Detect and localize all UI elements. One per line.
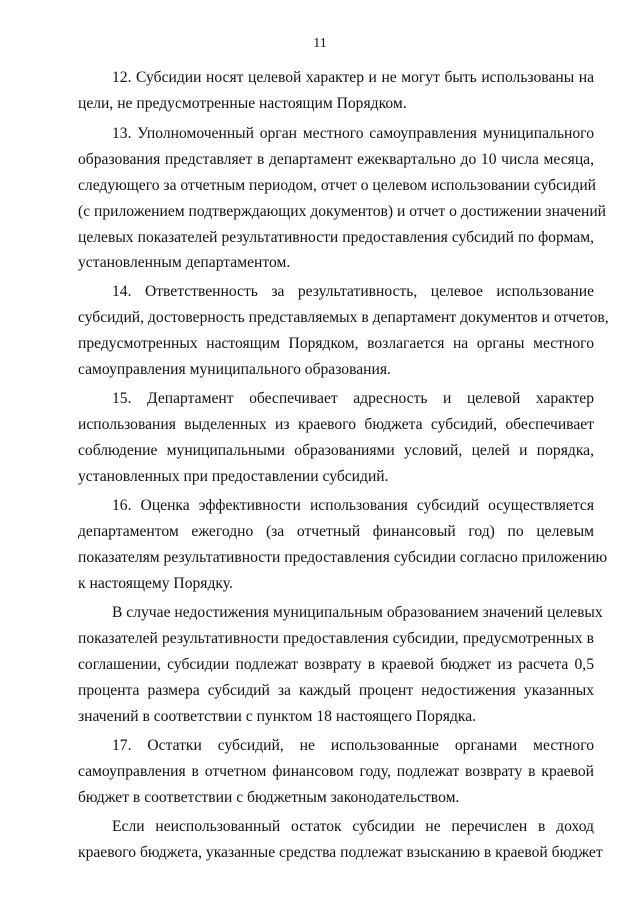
text-line: установленных при предоставлении субсидий. <box>78 468 389 485</box>
text-line: Если неиспользованный остаток субсидии не перечислен в доход <box>112 818 594 835</box>
text-line: следующего за отчетным периодом, отчет о целевом использовании субсидий <box>78 177 597 194</box>
text-line: краевого бюджета, указанные средства подлежат взысканию в краевой бюджет <box>78 844 603 861</box>
text-line: соглашении, субсидии подлежат возврату в краевой бюджет из расчета 0,5 <box>78 656 594 673</box>
text-line: процента размера субсидий за каждый процент недостижения указанных <box>78 682 594 699</box>
text-line: бюджет в соответствии с бюджетным законодательством. <box>78 789 460 806</box>
text-line: (с приложением подтверждающих документов) и отчет о достижении значений <box>78 203 607 220</box>
text-line: целевых показателей результативности предоставления субсидий по формам, <box>78 229 594 246</box>
text-line: департаментом ежегодно (за отчетный финансовый год) по целевым <box>78 523 594 540</box>
text-line: цели, не предусмотренные настоящим Порядком. <box>78 95 407 112</box>
text-line: 13. Уполномоченный орган местного самоуправления муниципального <box>112 125 594 142</box>
text-line: 17. Остатки субсидий, не использованные органами местного <box>112 737 594 754</box>
text-line: предусмотренных настоящим Порядком, возлагается на органы местного <box>78 335 594 352</box>
text-line: 12. Субсидии носят целевой характер и не могут быть использованы на <box>112 69 594 86</box>
text-line: показателей результативности предоставления субсидии, предусмотренных в <box>78 630 594 647</box>
text-line: использования выделенных из краевого бюджета субсидий, обеспечивает <box>78 416 594 433</box>
text-line: значений в соответствии с пунктом 18 настоящего Порядка. <box>78 708 477 725</box>
text-line: 16. Оценка эффективности использования субсидий осуществляется <box>112 497 594 514</box>
text-line: образования представляет в департамент ежеквартально до 10 числа месяца, <box>78 151 594 168</box>
text-line: В случае недостижения муниципальным образованием значений целевых <box>112 604 603 621</box>
text-line: соблюдение муниципальными образованиями условий, целей и порядка, <box>78 442 594 459</box>
text-line: показателям результативности предоставления субсидии согласно приложению <box>78 549 608 566</box>
text-line: 14. Ответственность за результативность, целевое использование <box>112 283 594 300</box>
text-line: субсидий, достоверность представляемых в департамент документов и отчетов, <box>78 309 609 326</box>
page-number: 11 <box>313 36 327 51</box>
text-line: установленным департаментом. <box>78 254 291 271</box>
text-line: самоуправления муниципального образования. <box>78 361 391 378</box>
text-line: 15. Департамент обеспечивает адресность и целевой характер <box>112 390 594 407</box>
text-line: к настоящему Порядку. <box>78 575 233 592</box>
text-line: самоуправления в отчетном финансовом году, подлежат возврату в краевой <box>78 763 594 780</box>
